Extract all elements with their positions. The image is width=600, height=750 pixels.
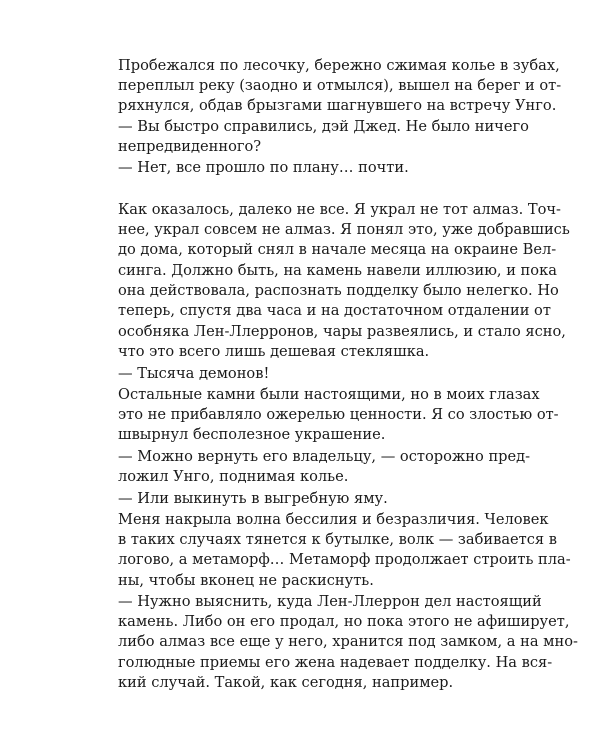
text-line: ряхнулся, обдав брызгами шагнувшего на встречу Унго. (118, 97, 557, 114)
text-line: переплыл реку (заодно и отмылся), вышел на берег и от- (118, 77, 562, 94)
text-line: Как оказалось, далеко не все. Я украл не тот алмаз. Точ- (118, 201, 561, 218)
text-line: либо алмаз все еще у него, хранится под замком, а на мно- (118, 633, 578, 650)
text-line: Меня накрыла волна бессилия и безразличия. Человек (118, 511, 549, 528)
text-line: ложил Унго, поднимая колье. (118, 468, 349, 485)
text-line: Остальные камни были настоящими, но в моих глазах (118, 386, 540, 403)
text-line: нее, украл совсем не алмаз. Я понял это, уже добравшись (118, 221, 570, 238)
text-line: кий случай. Такой, как сегодня, например. (118, 674, 454, 691)
text-line: голюдные приемы его жена надевает подделку. На вся- (118, 654, 553, 671)
text-line: — Или выкинуть в выгребную яму. (118, 490, 388, 507)
text-line: — Вы быстро справились, дэй Джед. Не было ничего (118, 118, 529, 135)
text-line: — Нужно выяснить, куда Лен-Ллеррон дел настоящий (118, 593, 542, 610)
text-line: это не прибавляло ожерелью ценности. Я со злостью от- (118, 406, 559, 423)
text-line: Пробежался по лесочку, бережно сжимая колье в зубах, (118, 57, 560, 74)
text-line: она действовала, распознать подделку было нелегко. Но (118, 282, 559, 299)
text-line: камень. Либо он его продал, но пока этого не афиширует, (118, 613, 570, 630)
text-line: — Тысяча демонов! (118, 365, 270, 382)
text-line: до дома, который снял в начале месяца на окраине Вел- (118, 241, 557, 258)
text-line: ны, чтобы вконец не раскиснуть. (118, 572, 374, 589)
text-line: — Нет, все прошло по плану… почти. (118, 159, 409, 176)
text-line: логово, а метаморф… Метаморф продолжает строить пла- (118, 551, 571, 568)
text-line: непредвиденного? (118, 138, 262, 155)
text-line: швырнул бесполезное украшение. (118, 426, 386, 443)
text-line: в таких случаях тянется к бутылке, волк — забивается в (118, 531, 557, 548)
text-line: теперь, спустя два часа и на достаточном отдалении от (118, 302, 551, 319)
text-line: — Можно вернуть его владельцу, — осторожно пред- (118, 448, 531, 465)
text-line: особняка Лен-Ллерронов, чары развеялись, и стало ясно, (118, 323, 566, 340)
text-line: что это всего лишь дешевая стекляшка. (118, 343, 430, 360)
text-line: синга. Должно быть, на камень навели иллюзию, и пока (118, 262, 557, 279)
